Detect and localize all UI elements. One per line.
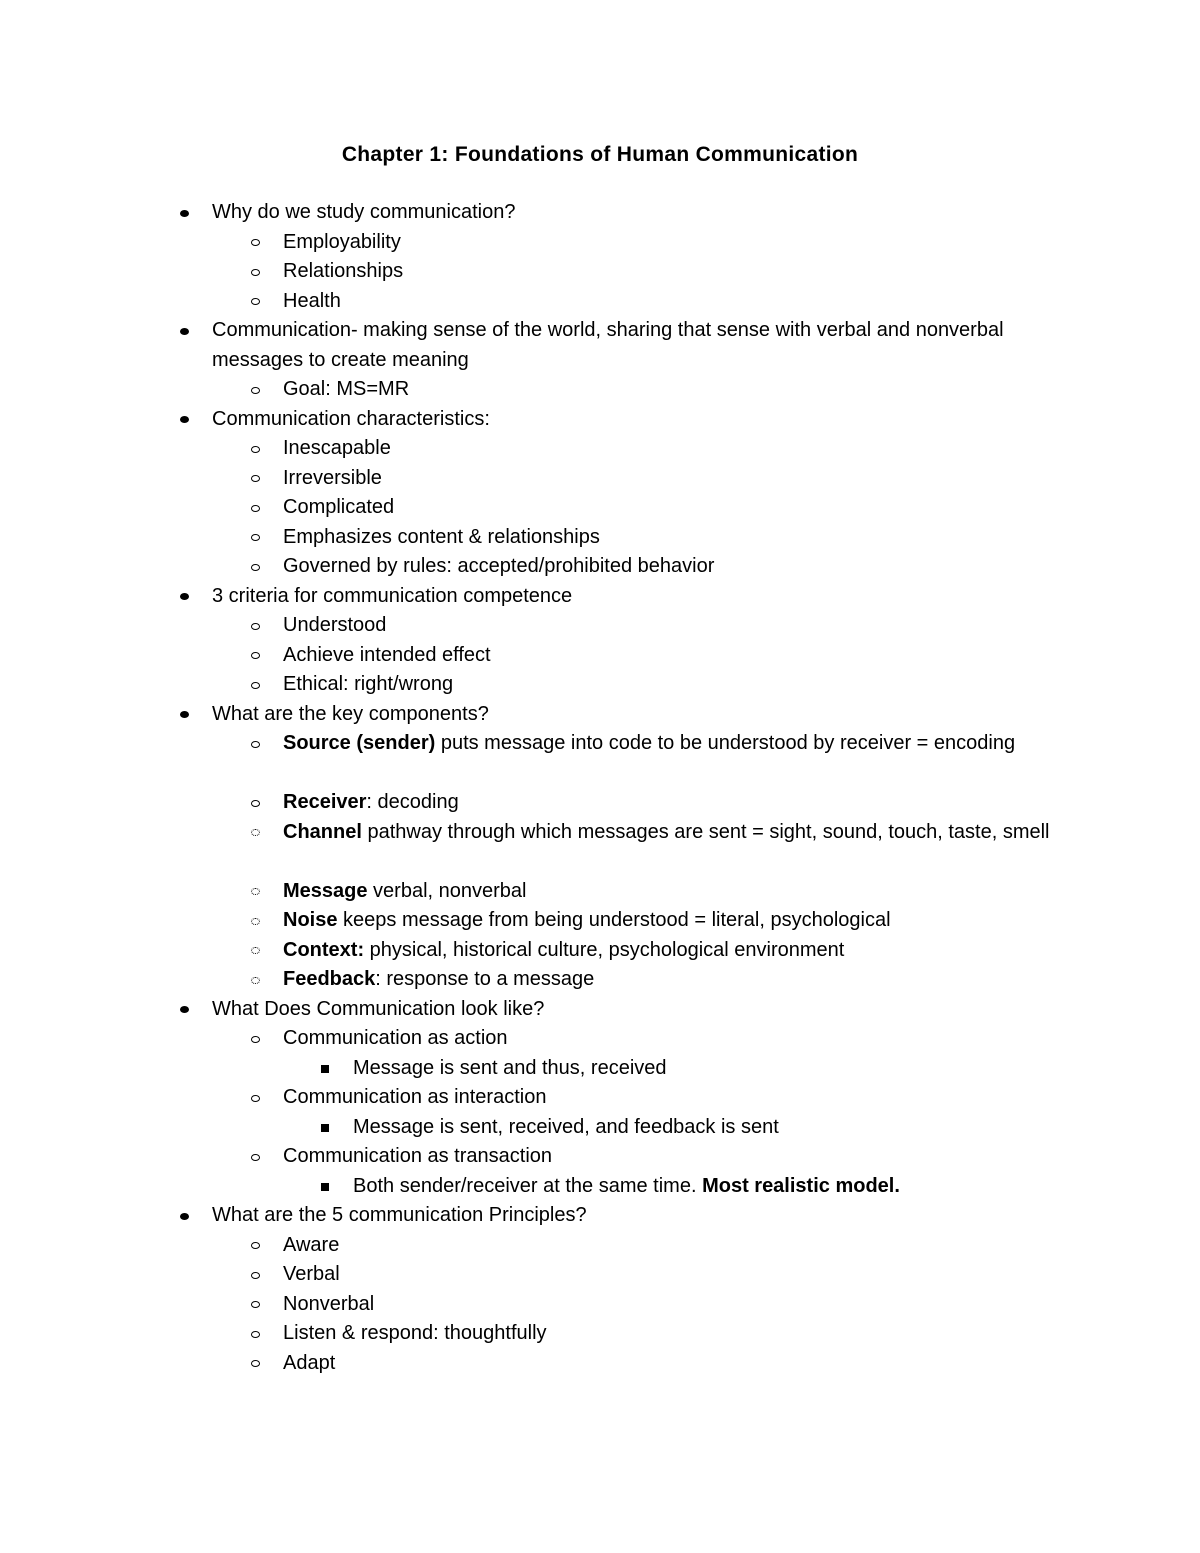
text-run: Communication as action — [283, 1027, 508, 1049]
bold-term: Channel — [283, 820, 362, 843]
circle-bullet-icon — [245, 464, 265, 494]
text-run: Aware — [283, 1233, 340, 1256]
text-run: pathway through which messages are sent = sight, sound, touch, taste, smell — [361, 820, 1050, 843]
list-item-text — [283, 1319, 1073, 1349]
bold-term: Message — [283, 879, 368, 902]
list-item-text — [283, 523, 1073, 553]
list-item — [0, 582, 1200, 612]
circle-bullet-icon — [245, 552, 265, 582]
text-run: Communication as interaction — [283, 1086, 547, 1108]
list-item-text — [212, 198, 1072, 228]
list-item — [0, 1290, 1200, 1320]
text-run: Communication characteristics: — [212, 407, 490, 430]
text-run: : response to a message — [375, 968, 595, 990]
list-item — [0, 965, 1200, 995]
text-run: Nonverbal — [283, 1292, 375, 1315]
text-run: Irreversible — [283, 466, 382, 489]
square-bullet-icon — [315, 1054, 335, 1084]
circle-bullet-icon — [245, 729, 265, 759]
list-item — [0, 641, 1200, 671]
disc-bullet-icon — [174, 198, 194, 228]
disc-bullet-icon — [174, 582, 194, 612]
list-item-text — [353, 1113, 1073, 1143]
bold-term: Feedback — [283, 968, 376, 990]
list-item-text — [283, 464, 1073, 494]
list-item-text — [283, 552, 1073, 582]
dotted-circle-bullet-icon — [245, 877, 265, 907]
text-run: Relationships — [283, 260, 404, 282]
list-item-text — [283, 936, 1073, 966]
disc-bullet-icon — [174, 995, 194, 1025]
list-item — [0, 523, 1200, 553]
list-item-text — [212, 405, 1072, 435]
list-item — [0, 670, 1200, 700]
disc-bullet-icon — [174, 1201, 194, 1231]
dotted-circle-bullet-icon — [245, 818, 265, 848]
text-run: Achieve intended effect — [283, 643, 491, 666]
list-item-text — [212, 1201, 1072, 1231]
text-run: Both sender/receiver at the same time. — [353, 1174, 703, 1197]
text-run: What are the 5 communication Principles? — [212, 1204, 587, 1226]
list-item — [0, 1201, 1200, 1231]
list-item-text — [212, 995, 1072, 1025]
bold-term: Receiver — [283, 791, 367, 813]
list-item — [0, 1260, 1200, 1290]
list-item-text — [212, 700, 1072, 730]
list-item-text — [283, 818, 1073, 848]
disc-bullet-icon — [174, 700, 194, 730]
list-item-text — [283, 1260, 1073, 1290]
list-item-text — [283, 375, 1073, 405]
list-item — [0, 1142, 1200, 1172]
list-item — [0, 1349, 1200, 1379]
circle-bullet-icon — [245, 287, 265, 317]
list-item-text — [283, 1142, 1073, 1172]
circle-bullet-icon — [245, 257, 265, 287]
text-run: Communication- making sense of the world, sharing that sense with verbal and nonverbal messages to create meaning — [212, 319, 1004, 371]
bold-term: Noise — [283, 909, 338, 931]
list-item-text — [283, 611, 1073, 641]
list-item — [0, 1319, 1200, 1349]
text-run: Why do we study communication? — [212, 201, 516, 223]
list-item — [0, 1083, 1200, 1113]
list-item-text — [283, 877, 1073, 907]
circle-bullet-icon — [245, 611, 265, 641]
circle-bullet-icon — [245, 1231, 265, 1261]
outline-list — [0, 198, 1200, 1378]
list-item — [0, 1172, 1200, 1202]
list-item-text — [283, 1231, 1073, 1261]
list-item — [0, 434, 1200, 464]
bold-term: Most realistic model. — [702, 1174, 900, 1197]
list-item — [0, 287, 1200, 317]
circle-bullet-icon — [245, 228, 265, 258]
circle-bullet-icon — [245, 523, 265, 553]
list-item — [0, 1113, 1200, 1143]
list-item-text — [283, 287, 1073, 317]
text-run: Goal: MS=MR — [283, 378, 410, 400]
disc-bullet-icon — [174, 405, 194, 435]
text-run: Understood — [283, 614, 387, 636]
list-item — [0, 995, 1200, 1025]
dotted-circle-bullet-icon — [245, 906, 265, 936]
list-item — [0, 936, 1200, 966]
list-item-text — [283, 257, 1073, 287]
list-item — [0, 1054, 1200, 1084]
circle-bullet-icon — [245, 434, 265, 464]
text-run: Complicated — [283, 496, 395, 518]
disc-bullet-icon — [174, 316, 194, 346]
circle-bullet-icon — [245, 1290, 265, 1320]
list-item — [0, 1024, 1200, 1054]
dotted-circle-bullet-icon — [245, 965, 265, 995]
circle-bullet-icon — [245, 670, 265, 700]
bold-term: Source (sender) — [283, 732, 436, 754]
list-item-text — [212, 316, 1072, 375]
list-item — [0, 818, 1200, 877]
list-item-text — [283, 1024, 1073, 1054]
text-run: keeps message from being understood = literal, psychological — [337, 909, 891, 931]
text-run: physical, historical culture, psychological environment — [364, 938, 845, 961]
circle-bullet-icon — [245, 1142, 265, 1172]
list-item-text — [283, 1083, 1073, 1113]
list-item — [0, 375, 1200, 405]
list-item-text — [283, 670, 1073, 700]
list-item-text — [283, 493, 1073, 523]
circle-bullet-icon — [245, 1083, 265, 1113]
list-item — [0, 493, 1200, 523]
circle-bullet-icon — [245, 1024, 265, 1054]
list-item — [0, 1231, 1200, 1261]
list-item-text — [283, 788, 1073, 818]
text-run: 3 criteria for communication competence — [212, 584, 573, 607]
list-item — [0, 700, 1200, 730]
list-item — [0, 877, 1200, 907]
square-bullet-icon — [315, 1113, 335, 1143]
text-run: Governed by rules: accepted/prohibited behavior — [283, 555, 715, 577]
list-item — [0, 611, 1200, 641]
list-item — [0, 405, 1200, 435]
text-run: puts message into code to be understood by receiver = encoding — [435, 732, 1016, 754]
list-item — [0, 257, 1200, 287]
list-item-text — [283, 729, 1073, 759]
list-item — [0, 316, 1200, 375]
text-run: Employability — [283, 230, 401, 253]
text-run: What are the key components? — [212, 702, 489, 725]
text-run: Ethical: right/wrong — [283, 673, 454, 695]
text-run: What Does Communication look like? — [212, 997, 545, 1020]
list-item-text — [353, 1172, 1073, 1202]
text-run: Adapt — [283, 1351, 336, 1374]
list-item-text — [283, 1349, 1073, 1379]
text-run: Health — [283, 289, 341, 312]
bold-term: Context: — [283, 938, 365, 961]
text-run: Message is sent and thus, received — [353, 1056, 667, 1079]
text-run: Inescapable — [283, 437, 391, 459]
dotted-circle-bullet-icon — [245, 936, 265, 966]
list-item-text — [283, 965, 1073, 995]
text-run: Verbal — [283, 1263, 340, 1285]
text-run: Message is sent, received, and feedback is sent — [353, 1115, 779, 1138]
text-run: Listen & respond: thoughtfully — [283, 1322, 547, 1344]
text-run: verbal, nonverbal — [367, 879, 527, 902]
list-item — [0, 228, 1200, 258]
circle-bullet-icon — [245, 375, 265, 405]
circle-bullet-icon — [245, 641, 265, 671]
circle-bullet-icon — [245, 788, 265, 818]
circle-bullet-icon — [245, 1319, 265, 1349]
list-item-text — [353, 1054, 1073, 1084]
circle-bullet-icon — [245, 1260, 265, 1290]
list-item-text — [283, 906, 1073, 936]
list-item-text — [212, 582, 1072, 612]
text-run: Communication as transaction — [283, 1145, 553, 1167]
list-item — [0, 198, 1200, 228]
circle-bullet-icon — [245, 493, 265, 523]
list-item-text — [283, 228, 1073, 258]
list-item — [0, 464, 1200, 494]
square-bullet-icon — [315, 1172, 335, 1202]
list-item — [0, 906, 1200, 936]
list-item-text — [283, 434, 1073, 464]
text-run: : decoding — [366, 791, 459, 813]
text-run: Emphasizes content & relationships — [283, 525, 600, 548]
list-item-text — [283, 1290, 1073, 1320]
list-item — [0, 788, 1200, 818]
circle-bullet-icon — [245, 1349, 265, 1379]
list-item — [0, 729, 1200, 788]
list-item-text — [283, 641, 1073, 671]
list-item — [0, 552, 1200, 582]
page-title: Chapter 1: Foundations of Human Communication — [341, 143, 859, 166]
